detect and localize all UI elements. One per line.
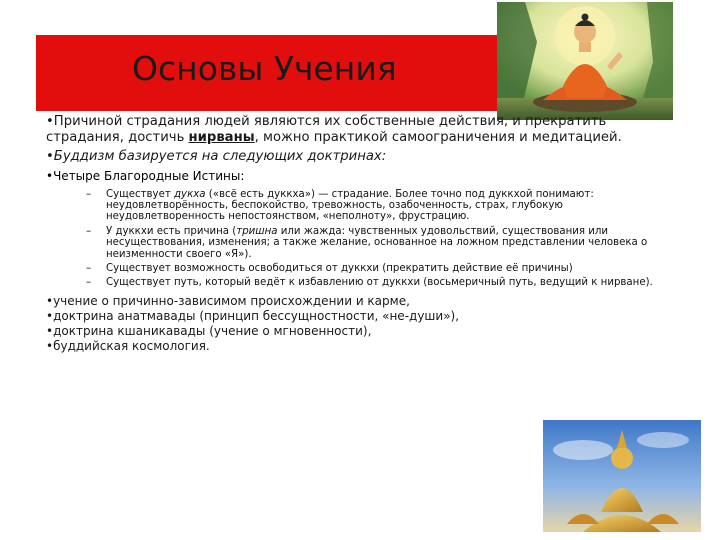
truth-item-3	[86, 263, 658, 274]
truth-1-post: («всё есть дуккха») — страдание. Более точно под дуккхой понимают: неудовлетворённость, беспокойство, тревожность, озабоченность, страх, глубокую неудовлетворенность непостоянством, «неполноту», фрустрацию.	[106, 188, 594, 223]
truth-item-1	[86, 189, 658, 223]
buddha-painting-svg	[497, 2, 673, 120]
title-band	[36, 35, 514, 111]
golden-buddha-statue-image	[543, 420, 701, 532]
slide-title: Основы Учения	[132, 49, 397, 88]
slide-content	[46, 114, 666, 354]
dash-mark: –	[86, 277, 92, 289]
truth-item-4	[86, 277, 658, 288]
truth-1-term: дукха	[174, 188, 206, 200]
keyword-nirvana: нирваны	[188, 129, 255, 145]
dash-mark: –	[86, 262, 92, 274]
truth-item-2	[86, 226, 658, 260]
truth-3-text: Существует возможность освободиться от дуккхи (прекратить действие её причины)	[106, 262, 573, 274]
golden-buddha-svg	[543, 420, 701, 532]
paragraph-suffering-text-a: Причиной страдания людей являются их собственные действия, и прекратить страдания, достичь	[46, 114, 607, 145]
doctrine-item-3: •доктрина кшаникавады (учение о мгновенности),	[46, 323, 372, 338]
bullet-mark: •	[46, 114, 54, 129]
buddha-painting-image	[497, 2, 673, 120]
doctrine-item-4: •буддийская космология.	[46, 338, 210, 353]
doctrine-item-2: •доктрина анатмавады (принцип бессущностности, «не-души»),	[46, 308, 460, 323]
truth-1-pre: Существует	[106, 188, 175, 200]
doctrine-item-1: •учение о причинно-зависимом происхождении и карме,	[46, 293, 410, 308]
truth-2-term: тришна	[236, 225, 278, 237]
paragraph-suffering	[46, 114, 666, 145]
truth-4-text: Существует путь, который ведёт к избавлению от дуккхи (восьмеричный путь, ведущий к нирване).	[106, 277, 653, 289]
paragraph-doctrines-intro: •Буддизм базируется на следующих доктринах:	[46, 149, 387, 164]
dash-mark: –	[86, 225, 92, 237]
paragraph-suffering-text-b: , можно практикой самоограничения и медитацией.	[254, 129, 622, 145]
truth-2-post: или жажда: чувственных удовольствий, существования или несуществования, изменения; а также желание, основанное на ложном представлении человека о неизменности своего «Я»).	[106, 225, 648, 260]
four-truths-heading: •Четыре Благородные Истины:	[46, 168, 245, 183]
four-truths-list	[46, 189, 658, 289]
doctrines-list	[46, 294, 666, 354]
dash-mark: –	[86, 188, 92, 200]
truth-2-pre: У дуккхи есть причина (	[106, 225, 237, 237]
